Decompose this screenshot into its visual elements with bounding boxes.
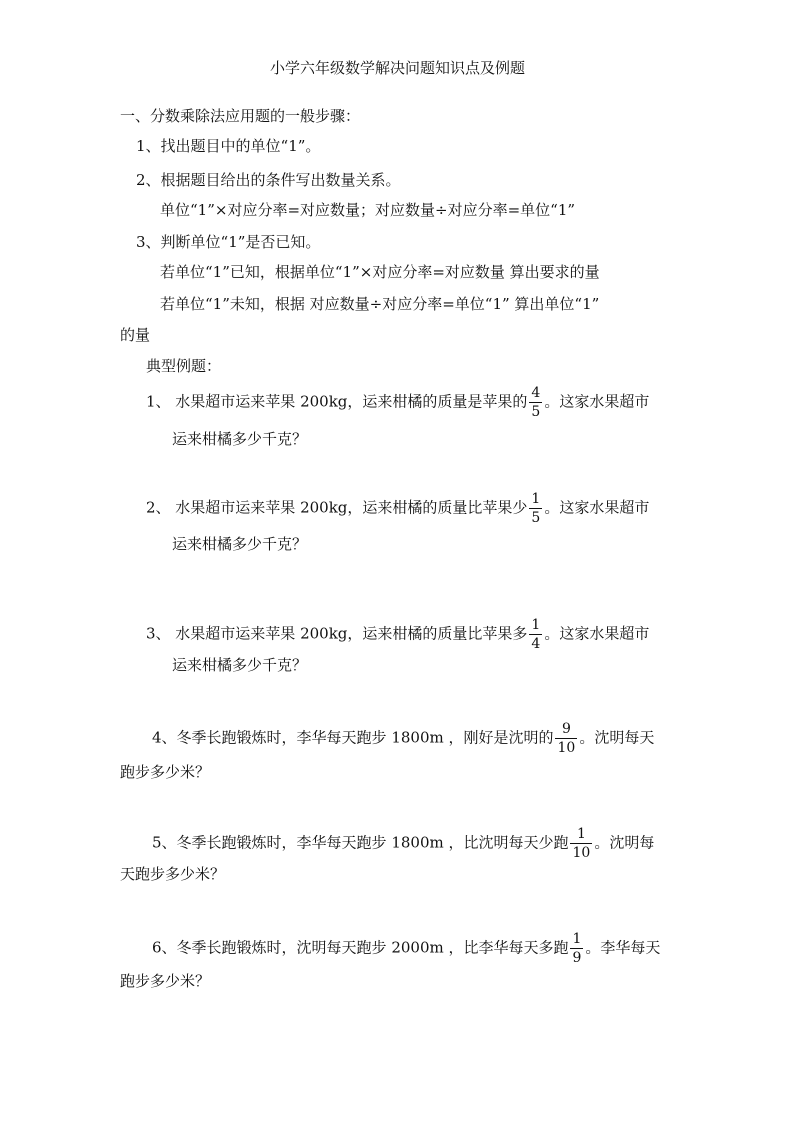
fraction [570,932,583,965]
fraction [529,386,542,419]
problem-text-end: 。这家水果超市 [544,392,650,411]
fraction-denominator: 9 [572,950,582,966]
problem-text: 4、冬季长跑锻炼时，李华每天跑步 1800m ，刚好是沈明的 [152,728,554,747]
problem-text-end: 。这家水果超市 [544,624,650,643]
page-title: 小学六年级数学解决问题知识点及例题 [270,59,526,77]
section-heading: 一、分数乘除法应用题的一般步骤： [120,107,361,125]
problem-text-end: 。沈明每 [594,833,655,852]
fraction-denominator: 10 [572,845,591,861]
unknown-case: 若单位“1”未知，根据 对应数量÷对应分率=单位“1” 算出单位“1” [160,295,600,313]
step-2: 2、根据题目给出的条件写出数量关系。 [136,171,401,189]
problem-text-end: 。沈明每天 [579,728,655,747]
problem-text: 2、 水果超市运来苹果 200kg，运来柑橘的质量比苹果少 [146,498,528,517]
fraction [570,827,592,860]
fraction-denominator: 5 [531,510,541,526]
fraction-numerator: 1 [576,826,586,842]
problem-2 [146,492,649,525]
problem-4 [152,722,654,755]
fraction [529,492,542,525]
problem-6 [152,932,660,965]
problem-text: 6、冬季长跑锻炼时，沈明每天跑步 2000m ，比李华每天多跑 [152,938,569,957]
problem-1-question: 运来柑橘多少千克？ [172,430,308,448]
unknown-case-continued: 的量 [120,326,151,344]
problem-text-end: 。李华每天 [585,938,661,957]
fraction-numerator: 1 [531,617,541,633]
problem-5-question: 天跑步多少米？ [120,865,226,883]
problem-1 [146,386,649,419]
fraction [555,722,577,755]
problem-3-question: 运来柑橘多少千克？ [172,656,308,674]
problem-text: 5、冬季长跑锻炼时，李华每天跑步 1800m ，比沈明每天少跑 [152,833,569,852]
problem-3 [146,618,649,651]
known-case: 若单位“1”已知，根据单位“1”×对应分率=对应数量 算出要求的量 [160,263,600,281]
problem-2-question: 运来柑橘多少千克？ [172,535,308,553]
step-3: 3、判断单位“1”是否已知。 [136,233,321,251]
problem-text: 1、 水果超市运来苹果 200kg，运来柑橘的质量是苹果的 [146,392,528,411]
fraction-numerator: 1 [531,491,541,507]
examples-label: 典型例题： [146,357,222,375]
problem-5 [152,827,654,860]
fraction-denominator: 5 [531,404,541,420]
problem-text-end: 。这家水果超市 [544,498,650,517]
step-1: 1、找出题目中的单位“1”。 [136,137,321,155]
problem-6-question: 跑步多少米？ [120,972,211,990]
fraction-numerator: 9 [561,721,571,737]
problem-4-question: 跑步多少米？ [120,763,211,781]
fraction-denominator: 10 [557,740,576,756]
fraction [529,618,542,651]
fraction-numerator: 1 [572,931,582,947]
fraction-numerator: 4 [531,385,541,401]
problem-text: 3、 水果超市运来苹果 200kg，运来柑橘的质量比苹果多 [146,624,528,643]
fraction-denominator: 4 [531,636,541,652]
relation-formula: 单位“1”×对应分率=对应数量；对应数量÷对应分率=单位“1” [160,201,576,219]
